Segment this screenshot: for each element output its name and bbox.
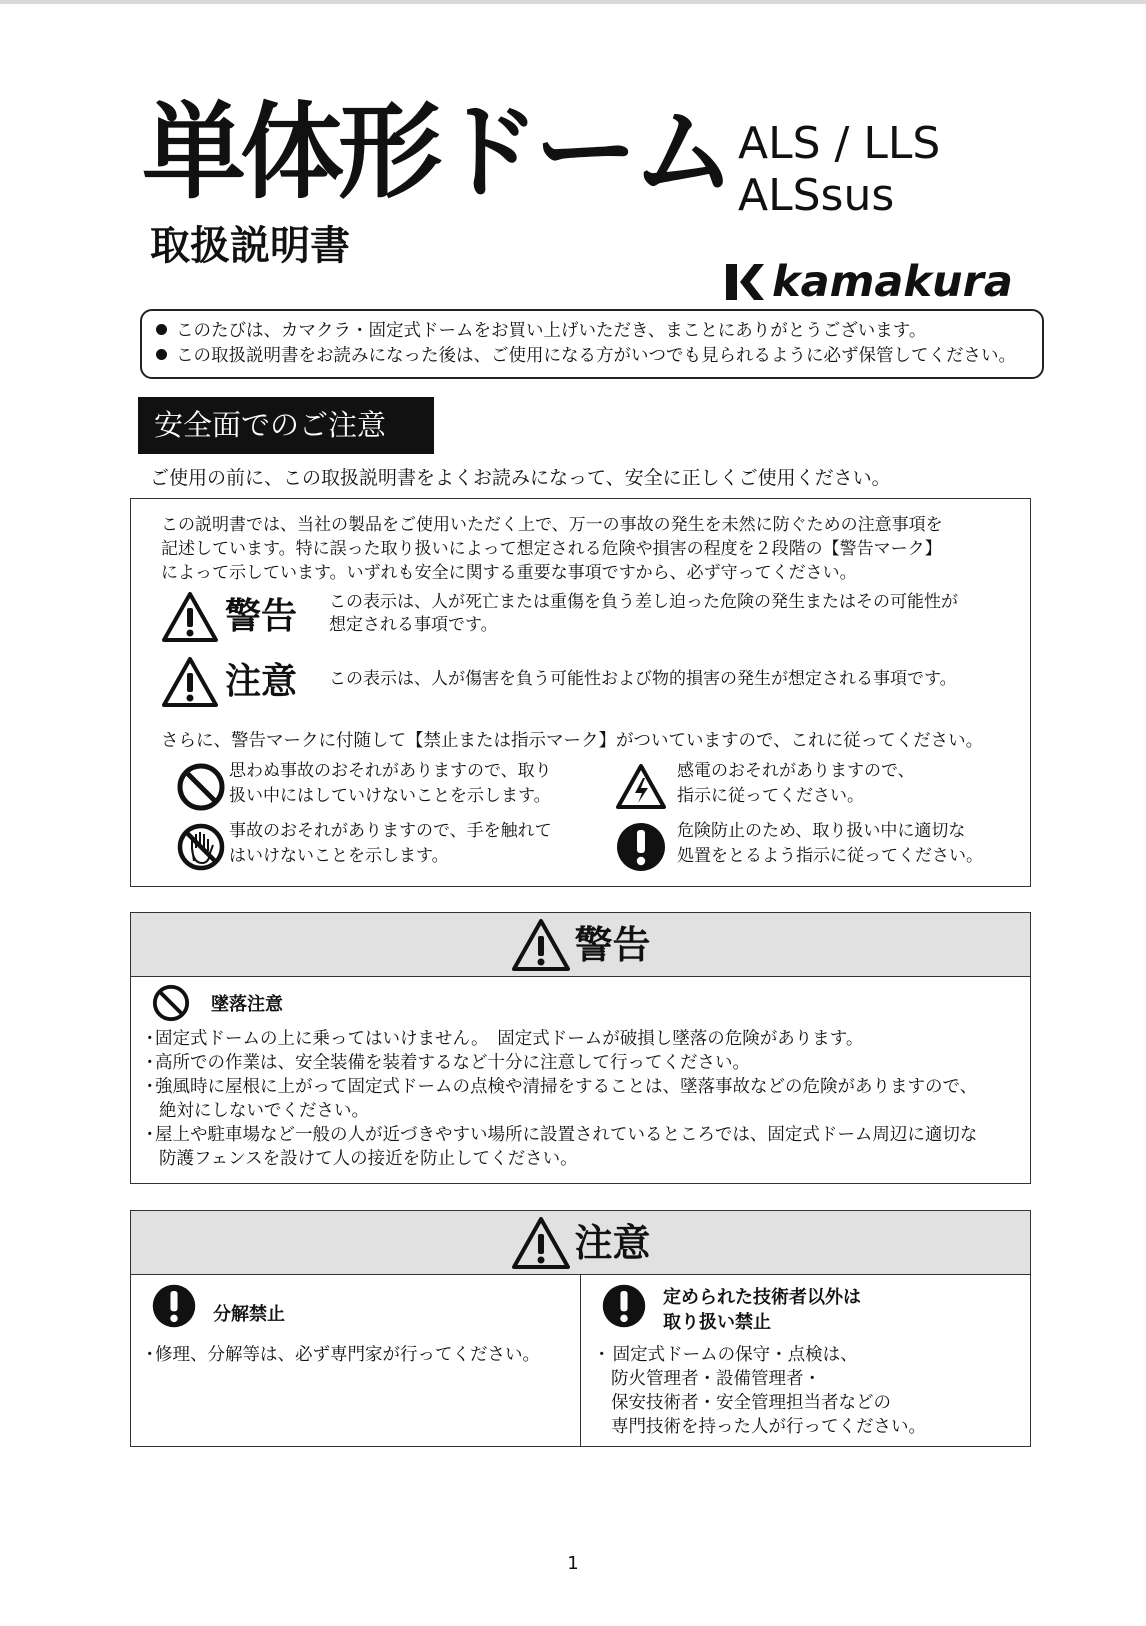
mandatory-icon xyxy=(151,1283,197,1329)
page-number: 1 xyxy=(567,1553,579,1574)
symbol-electric-shock: 感電のおそれがありますので、 指示に従ってください。 xyxy=(615,761,915,813)
caution-columns xyxy=(131,1275,1030,1446)
list-item: ・ 屋上や駐車場など一般の人が近づきやすい場所に設置されているところでは、固定式ドーム周辺に適切な 防護フェンスを設けて人の接近を防止してください。 xyxy=(145,1123,1030,1171)
additional-note: さらに、警告マークに付随して【禁止または指示マーク】がついていますので、これに従ってください。 xyxy=(161,731,984,751)
warning-triangle-icon xyxy=(510,917,572,973)
bullet-icon xyxy=(156,324,167,335)
safety-heading: 安全面でのご注意 xyxy=(138,397,434,454)
warning-mark-row xyxy=(161,591,958,643)
model-line-1: ALS / LLS xyxy=(738,118,941,169)
caution-mark-row xyxy=(161,656,957,708)
top-rule xyxy=(0,0,1146,4)
brand-name: kamakura xyxy=(772,256,1013,307)
symbol-prohibition: 思わぬ事故のおそれがありますので、取り 扱い中にはしていけないことを示します。 xyxy=(175,761,552,813)
list-item: ・ 固定式ドームの保守・点検は、 防火管理者・設備管理者・ 保安技術者・安全管理担当者などの 専門技術を持った人が行ってください。 xyxy=(597,1343,926,1439)
warning-section xyxy=(130,912,1031,1184)
caution-section xyxy=(130,1210,1031,1447)
warning-triangle-icon xyxy=(161,591,219,643)
list-item: ・ 修理、分解等は、必ず専門家が行ってください。 xyxy=(145,1343,540,1367)
symbol-no-touch: 事故のおそれがありますので、手を触れて はいけないことを示します。 xyxy=(175,821,552,873)
caution-triangle-icon xyxy=(161,656,219,708)
caution-left-list xyxy=(145,1343,540,1367)
caution-right-list xyxy=(597,1343,926,1439)
symbol-mandatory: 危険防止のため、取り扱い中に適切な 処置をとるよう指示に従ってください。 xyxy=(615,821,983,873)
electric-shock-icon xyxy=(615,761,667,813)
mandatory-icon xyxy=(601,1283,647,1329)
warning-mark-word: 警告 xyxy=(225,596,298,637)
safety-intro: ご使用の前に、この取扱説明書をよくお読みになって、安全に正しくご使用ください。 xyxy=(150,467,891,489)
mandatory-icon xyxy=(615,821,667,873)
warning-body xyxy=(131,977,1030,1171)
warning-band xyxy=(131,913,1030,977)
warning-list xyxy=(145,1027,1030,1171)
disassembly-heading: 分解禁止 xyxy=(151,1283,285,1329)
caution-title: 注意 xyxy=(574,1220,651,1265)
brand-logo xyxy=(724,258,1013,306)
warning-mark-desc: この表示は、人が死亡または重傷を負う差し迫った危険の発生またはその可能性が 想定される事項です。 xyxy=(329,592,958,635)
intro-line: この取扱説明書をお読みになった後は、ご使用になる方がいつでも見られるように必ず保管してください。 xyxy=(156,344,1042,369)
caution-left-column xyxy=(131,1275,581,1446)
document-title: 単体形ドーム xyxy=(142,91,731,213)
intro-box xyxy=(140,309,1044,379)
document-subtitle: 取扱説明書 xyxy=(150,223,350,269)
prohibition-icon xyxy=(175,761,227,813)
caution-right-column xyxy=(581,1275,1030,1446)
model-line-2: ALSsus xyxy=(738,170,895,221)
explanation-text: この説明書では、当社の製品をご使用いただく上で、万一の事故の発生を未然に防ぐための注意事項を 記述しています。特に誤った取り扱いによって想定される危険や損害の程度を２段階の【警告マーク】 によって示しています。いずれも安全に関する重要な事項ですから、必ず守ってください。 xyxy=(161,515,943,583)
explanation-box xyxy=(130,498,1031,887)
technician-heading: 定められた技術者以外は 取り扱い禁止 xyxy=(601,1283,861,1335)
caution-mark-desc: この表示は、人が傷害を負う可能性および物的損害の発生が想定される事項です。 xyxy=(329,669,957,689)
list-item: ・ 強風時に屋根に上がって固定式ドームの点検や清掃をすることは、墜落事故などの危険がありますので、 絶対にしないでください。 xyxy=(145,1075,1030,1123)
warning-title: 警告 xyxy=(574,922,651,967)
prohibition-icon xyxy=(151,983,191,1023)
kamakura-k-icon xyxy=(724,262,764,302)
intro-line: このたびは、カマクラ・固定式ドームをお買い上げいただき、まことにありがとうございます。 xyxy=(156,319,1042,344)
bullet-icon xyxy=(156,349,167,360)
no-touch-icon xyxy=(175,821,227,873)
list-item: ・ 固定式ドームの上に乗ってはいけません。 固定式ドームが破損し墜落の危険があります。 xyxy=(145,1027,1030,1051)
caution-mark-word: 注意 xyxy=(225,661,298,702)
caution-triangle-icon xyxy=(510,1215,572,1271)
caution-band xyxy=(131,1211,1030,1275)
warning-subheading: 墜落注意 xyxy=(151,983,1030,1023)
list-item: ・ 高所での作業は、安全装備を装着するなど十分に注意して行ってください。 xyxy=(145,1051,1030,1075)
